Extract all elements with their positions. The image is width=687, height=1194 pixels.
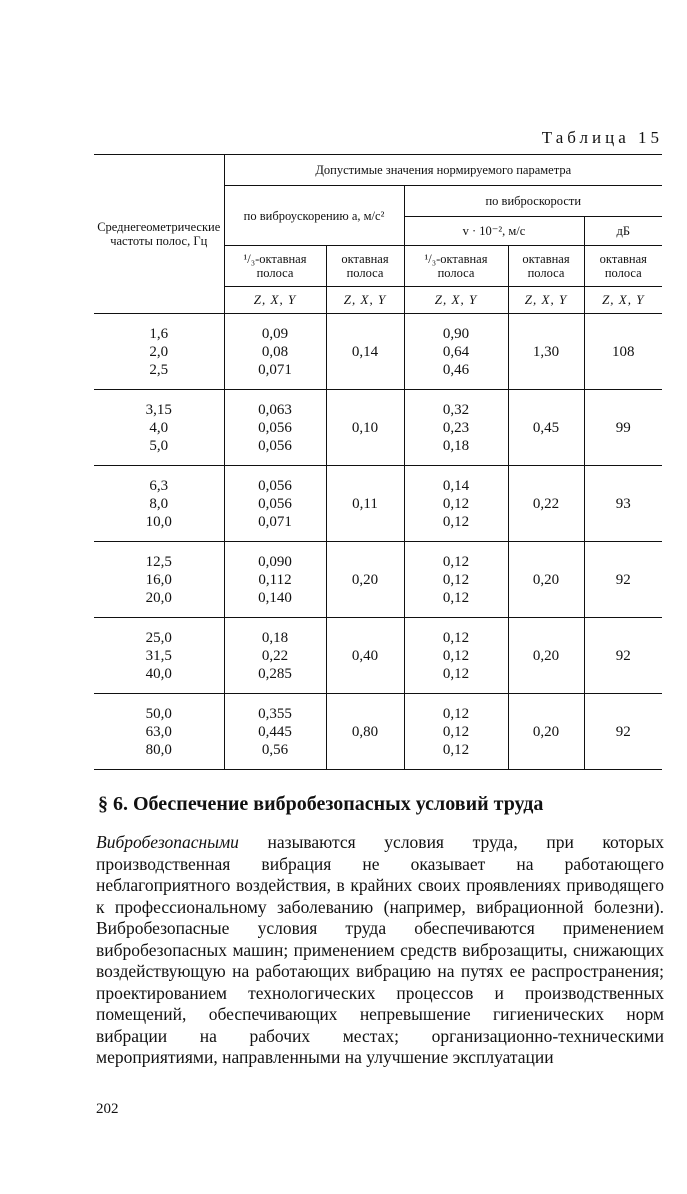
frequency-cell bbox=[94, 542, 224, 618]
velocity-third-octave-cell-value: 0,18 bbox=[442, 437, 470, 454]
table-row bbox=[94, 390, 662, 466]
frequency-cell-value: 2,5 bbox=[149, 361, 169, 378]
accel-third-octave-cell-value: 0,56 bbox=[261, 741, 289, 758]
velocity-third-octave-cell-value: 0,90 bbox=[442, 325, 470, 342]
frequency-cell-value: 5,0 bbox=[149, 437, 169, 454]
header-axes: Z, X, Y bbox=[404, 287, 508, 314]
velocity-third-octave-cell-value: 0,12 bbox=[442, 513, 470, 530]
frequency-cell bbox=[94, 694, 224, 770]
velocity-third-octave-cell-value: 0,12 bbox=[442, 495, 470, 512]
header-axes: Z, X, Y bbox=[584, 287, 662, 314]
velocity-third-octave-cell-value: 0,12 bbox=[442, 589, 470, 606]
accel-third-octave-cell-value: 0,09 bbox=[261, 325, 289, 342]
paragraph-lead-term: Вибробезопасными bbox=[96, 832, 239, 852]
accel-third-octave-cell-value: 0,112 bbox=[258, 571, 292, 588]
header-db-octave: октавная полоса bbox=[584, 246, 662, 287]
velocity-third-octave-cell-value: 0,64 bbox=[442, 343, 470, 360]
section-title: § 6. Обеспечение вибробезопасных условий труда bbox=[98, 793, 544, 815]
velocity-db-cell: 92 bbox=[584, 694, 662, 770]
frequency-cell-value: 4,0 bbox=[149, 419, 169, 436]
accel-third-octave-cell-value: 0,140 bbox=[258, 589, 292, 606]
velocity-third-octave-cell-value: 0,12 bbox=[442, 705, 470, 722]
frequency-cell-value: 12,5 bbox=[145, 553, 172, 570]
header-velocity-ms: v · 10⁻², м/с bbox=[404, 217, 584, 246]
accel-third-octave-cell-value: 0,056 bbox=[258, 477, 292, 494]
frequency-cell-value: 20,0 bbox=[145, 589, 172, 606]
accel-octave-cell: 0,11 bbox=[326, 466, 404, 542]
frequency-cell-value: 1,6 bbox=[149, 325, 169, 342]
header-axes: Z, X, Y bbox=[326, 287, 404, 314]
vibration-norms-table bbox=[94, 154, 662, 770]
velocity-db-cell: 93 bbox=[584, 466, 662, 542]
velocity-third-octave-cell-value: 0,12 bbox=[442, 741, 470, 758]
accel-octave-cell: 0,10 bbox=[326, 390, 404, 466]
accel-third-octave-cell-value: 0,355 bbox=[258, 705, 292, 722]
header-velocity-db: дБ bbox=[584, 217, 662, 246]
accel-third-octave-cell-value: 0,18 bbox=[261, 629, 289, 646]
accel-third-octave-cell bbox=[224, 542, 326, 618]
velocity-octave-cell: 0,22 bbox=[508, 466, 584, 542]
accel-third-octave-cell-value: 0,056 bbox=[258, 437, 292, 454]
velocity-third-octave-cell-value: 0,14 bbox=[442, 477, 470, 494]
velocity-third-octave-cell-value: 0,23 bbox=[442, 419, 470, 436]
velocity-db-cell: 92 bbox=[584, 618, 662, 694]
velocity-octave-cell: 0,20 bbox=[508, 542, 584, 618]
accel-third-octave-cell bbox=[224, 694, 326, 770]
header-vel-octave: октавная полоса bbox=[508, 246, 584, 287]
velocity-third-octave-cell bbox=[404, 618, 508, 694]
accel-third-octave-cell-value: 0,071 bbox=[258, 361, 292, 378]
accel-third-octave-cell bbox=[224, 618, 326, 694]
header-permissible-values: Допустимые значения нормируемого параметра bbox=[224, 155, 662, 186]
velocity-third-octave-cell bbox=[404, 390, 508, 466]
velocity-third-octave-cell-value: 0,12 bbox=[442, 553, 470, 570]
table-row bbox=[94, 618, 662, 694]
velocity-third-octave-cell bbox=[404, 542, 508, 618]
velocity-third-octave-cell bbox=[404, 694, 508, 770]
velocity-octave-cell: 0,20 bbox=[508, 694, 584, 770]
velocity-db-cell: 108 bbox=[584, 314, 662, 390]
velocity-octave-cell: 1,30 bbox=[508, 314, 584, 390]
velocity-third-octave-cell-value: 0,12 bbox=[442, 723, 470, 740]
frequency-cell-value: 25,0 bbox=[145, 629, 172, 646]
frequency-cell-value: 6,3 bbox=[149, 477, 169, 494]
velocity-third-octave-cell-value: 0,12 bbox=[442, 647, 470, 664]
accel-third-octave-cell-value: 0,063 bbox=[258, 401, 292, 418]
table-row bbox=[94, 314, 662, 390]
frequency-cell bbox=[94, 466, 224, 542]
header-vel-third-octave: ¹/₃-октавная полоса bbox=[404, 246, 508, 287]
frequency-cell bbox=[94, 390, 224, 466]
frequency-cell-value: 8,0 bbox=[149, 495, 169, 512]
header-axes: Z, X, Y bbox=[508, 287, 584, 314]
accel-third-octave-cell-value: 0,056 bbox=[258, 419, 292, 436]
accel-third-octave-cell-value: 0,445 bbox=[258, 723, 292, 740]
velocity-octave-cell: 0,20 bbox=[508, 618, 584, 694]
velocity-third-octave-cell-value: 0,12 bbox=[442, 665, 470, 682]
accel-third-octave-cell-value: 0,071 bbox=[258, 513, 292, 530]
header-velocity: по виброскорости bbox=[404, 186, 662, 217]
accel-third-octave-cell-value: 0,090 bbox=[258, 553, 292, 570]
accel-third-octave-cell bbox=[224, 390, 326, 466]
accel-octave-cell: 0,80 bbox=[326, 694, 404, 770]
frequency-cell bbox=[94, 618, 224, 694]
frequency-cell-value: 31,5 bbox=[145, 647, 172, 664]
velocity-third-octave-cell-value: 0,12 bbox=[442, 629, 470, 646]
table-row bbox=[94, 542, 662, 618]
accel-octave-cell: 0,40 bbox=[326, 618, 404, 694]
accel-third-octave-cell-value: 0,08 bbox=[261, 343, 289, 360]
table-row bbox=[94, 694, 662, 770]
frequency-cell-value: 80,0 bbox=[145, 741, 172, 758]
table-caption: Таблица 15 bbox=[541, 128, 663, 147]
table-row bbox=[94, 466, 662, 542]
frequency-cell-value: 2,0 bbox=[149, 343, 169, 360]
velocity-db-cell: 99 bbox=[584, 390, 662, 466]
frequency-cell-value: 63,0 bbox=[145, 723, 172, 740]
frequency-cell bbox=[94, 314, 224, 390]
accel-third-octave-cell-value: 0,056 bbox=[258, 495, 292, 512]
header-accel-third-octave: ¹/₃-октавная полоса bbox=[224, 246, 326, 287]
velocity-third-octave-cell-value: 0,32 bbox=[442, 401, 470, 418]
frequency-cell-value: 50,0 bbox=[145, 705, 172, 722]
accel-third-octave-cell-value: 0,285 bbox=[258, 665, 292, 682]
frequency-cell-value: 10,0 bbox=[145, 513, 172, 530]
header-acceleration: по виброускорению a, м/с² bbox=[224, 186, 404, 246]
frequency-cell-value: 16,0 bbox=[145, 571, 172, 588]
page-number: 202 bbox=[96, 1101, 119, 1117]
accel-third-octave-cell bbox=[224, 314, 326, 390]
accel-octave-cell: 0,20 bbox=[326, 542, 404, 618]
header-accel-octave: октавная полоса bbox=[326, 246, 404, 287]
velocity-third-octave-cell-value: 0,12 bbox=[442, 571, 470, 588]
body-paragraph bbox=[96, 832, 664, 1069]
frequency-cell-value: 3,15 bbox=[145, 401, 172, 418]
accel-octave-cell: 0,14 bbox=[326, 314, 404, 390]
frequency-cell-value: 40,0 bbox=[145, 665, 172, 682]
velocity-third-octave-cell-value: 0,46 bbox=[442, 361, 470, 378]
header-frequency: Среднегеометрические частоты полос, Гц bbox=[94, 155, 224, 314]
accel-third-octave-cell bbox=[224, 466, 326, 542]
velocity-octave-cell: 0,45 bbox=[508, 390, 584, 466]
velocity-third-octave-cell bbox=[404, 466, 508, 542]
accel-third-octave-cell-value: 0,22 bbox=[261, 647, 289, 664]
velocity-third-octave-cell bbox=[404, 314, 508, 390]
header-axes: Z, X, Y bbox=[224, 287, 326, 314]
velocity-db-cell: 92 bbox=[584, 542, 662, 618]
paragraph-text: называются условия труда, при которых производственная вибрация не оказывает на работающего неблагоприятного воздействия, в крайних своих проявлениях приводящего к профессиональному заболеванию (например, вибрационной болезни). Вибробезопасные условия труда обеспечиваются применением вибробезопасных машин; применением средств виброзащиты, снижающих воздействующую на работающих вибрацию на путях ее распространения; проектированием технологических процессов и производственных помещений, обеспечивающих непревышение гигиенических норм вибрации на рабочих местах; организационно-техническими мероприятиями, направленными на улучшение эксплуатации bbox=[96, 832, 664, 1067]
